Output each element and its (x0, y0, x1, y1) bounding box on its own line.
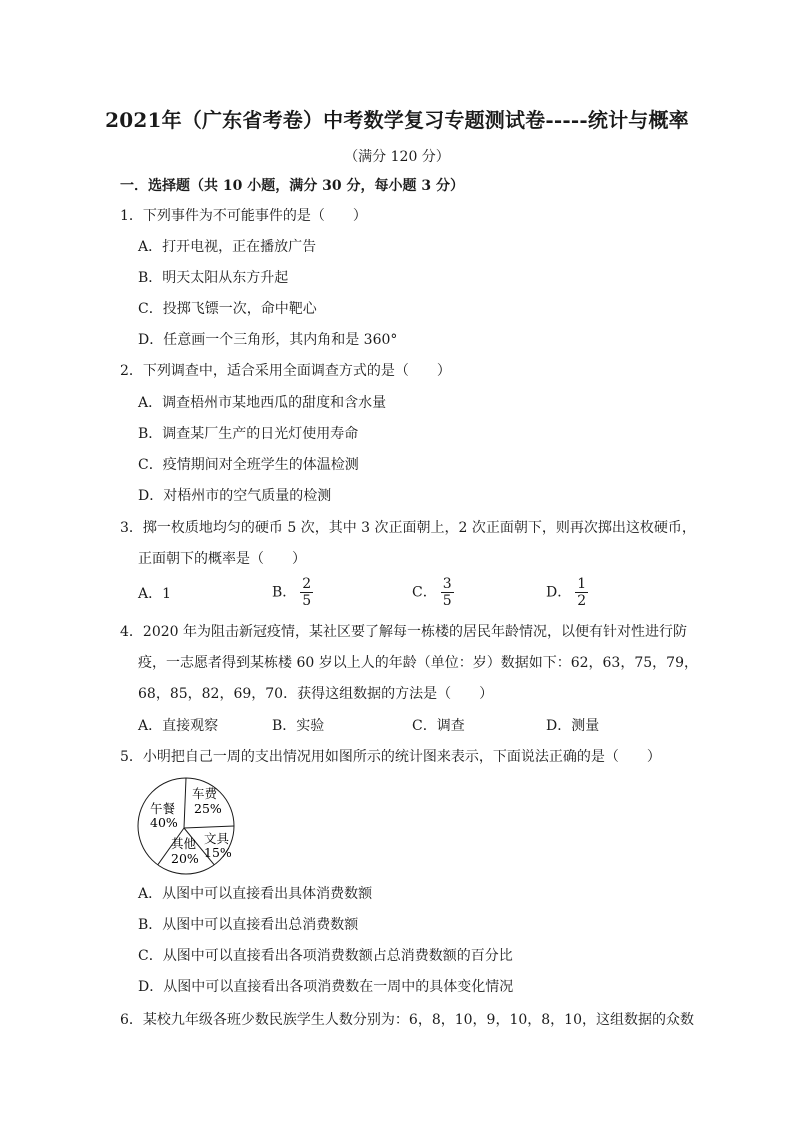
question-5-option-c: C．从图中可以直接看出各项消费数额占总消费数额的百分比 (138, 948, 513, 964)
page-subtitle: （满分 120 分） (344, 149, 450, 165)
fraction-denominator: 5 (442, 593, 452, 609)
question-3-option-d (546, 576, 588, 609)
question-3-option-b (272, 576, 313, 609)
question-5-option-b: B．从图中可以直接看出总消费数额 (138, 917, 359, 933)
option-label: B． (272, 584, 297, 601)
question-6-stem: 6．某校九年级各班少数民族学生人数分别为：6，8，10，9，10，8，10，这组数据的众数 (120, 1012, 694, 1028)
question-4-option-b: B．实验 (272, 718, 325, 734)
slice-label-fare: 车费 (192, 786, 218, 801)
fraction-numerator: 1 (577, 576, 587, 592)
question-4-option-d: D．测量 (546, 718, 600, 734)
question-3-option-c (412, 576, 454, 609)
question-1-option-c: C．投掷飞镖一次，命中靶心 (138, 301, 317, 317)
fraction-denominator: 5 (302, 593, 312, 609)
slice-label-lunch: 午餐 (150, 801, 176, 816)
question-4-option-a: A．直接观察 (138, 718, 219, 734)
question-2-option-c: C．疫情期间对全班学生的体温检测 (138, 457, 359, 473)
question-1-option-a: A．打开电视，正在播放广告 (138, 239, 317, 255)
fraction-denominator: 2 (577, 593, 587, 609)
question-3-stem-line2: 正面朝下的概率是（ ） (138, 551, 306, 567)
question-1-option-d: D．任意画一个三角形，其内角和是 360° (138, 332, 398, 348)
question-3-option-a: A．1 (138, 586, 172, 602)
slice-pct-lunch: 40% (150, 815, 178, 830)
question-5-stem: 5．小明把自己一周的支出情况用如图所示的统计图来表示，下面说法正确的是（ ） (120, 749, 661, 765)
pie-chart (136, 774, 246, 878)
slice-label-stationery: 文具 (204, 831, 230, 846)
question-4-option-c: C．调查 (412, 718, 465, 734)
question-4-stem-line1: 4．2020 年为阻击新冠疫情，某社区要了解每一栋楼的居民年龄情况，以便有针对性进行防 (120, 624, 687, 640)
fraction (575, 576, 588, 609)
question-1-option-b: B．明天太阳从东方升起 (138, 270, 289, 286)
option-label: C． (412, 584, 437, 601)
question-4-stem-line3: 68，85，82，69，70．获得这组数据的方法是（ ） (138, 686, 494, 702)
question-5-option-a: A．从图中可以直接看出具体消费数额 (138, 886, 373, 902)
section-heading: 一．选择题（共 10 小题，满分 30 分，每小题 3 分） (120, 178, 464, 194)
question-2-option-b: B．调查某厂生产的日光灯使用寿命 (138, 426, 359, 442)
fraction-numerator: 2 (302, 576, 312, 592)
question-2-option-a: A．调查梧州市某地西瓜的甜度和含水量 (138, 395, 387, 411)
question-3-stem-line1: 3．掷一枚质地均匀的硬币 5 次，其中 3 次正面朝上，2 次正面朝下，则再次掷出这枚硬币， (120, 520, 696, 536)
slice-pct-stationery: 15% (204, 845, 232, 860)
page-title: 2021年（广东省考卷）中考数学复习专题测试卷-----统计与概率 (105, 108, 689, 132)
question-2-option-d: D．对梧州市的空气质量的检测 (138, 488, 332, 504)
slice-pct-fare: 25% (194, 801, 222, 816)
pie-slice-boundary (184, 826, 234, 828)
fraction-numerator: 3 (442, 576, 452, 592)
fraction (300, 576, 313, 609)
question-2-stem: 2．下列调查中，适合采用全面调查方式的是（ ） (120, 363, 451, 379)
pie-slice-boundary (184, 778, 186, 828)
slice-pct-other: 20% (171, 851, 199, 866)
slice-label-other: 其他 (171, 836, 197, 851)
question-4-stem-line2: 疫，一志愿者得到某栋楼 60 岁以上人的年龄（单位：岁）数据如下：62，63，75，79， (138, 655, 698, 671)
question-1-stem: 1．下列事件为不可能事件的是（ ） (120, 208, 367, 224)
fraction (441, 576, 454, 609)
question-5-option-d: D．从图中可以直接看出各项消费数在一周中的具体变化情况 (138, 979, 514, 995)
option-label: D． (546, 584, 572, 601)
